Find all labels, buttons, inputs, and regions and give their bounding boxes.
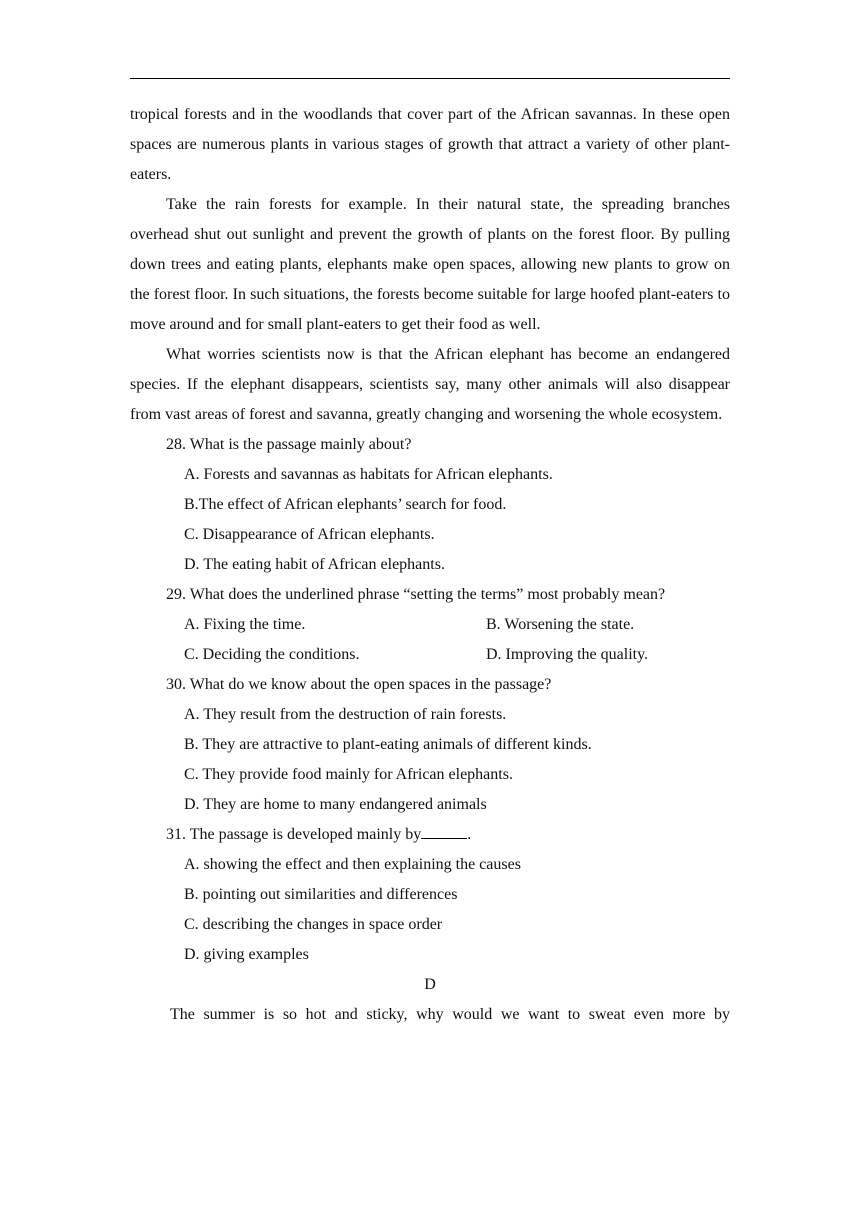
option-b: B.The effect of African elephants’ search for food.: [184, 496, 507, 513]
question-stem-end: .: [467, 826, 472, 843]
question-stem: 29. What does the underlined phrase “setting the terms” most probably mean?: [166, 586, 666, 603]
option-c: C. describing the changes in space order: [184, 916, 443, 933]
option-row: [184, 610, 730, 640]
passage-paragraph-3: What worries scientists now is that the African elephant has become an endangered species. If the elephant disappears, scientists say, many other animals will also disappear from vast areas of forest and savanna, greatly changing and worsening the whole ecosystem.: [130, 346, 730, 423]
option-d: D. The eating habit of African elephants.: [184, 556, 445, 573]
passage-d-first-line: The summer is so hot and sticky, why would we want to sweat even more by: [170, 1006, 730, 1023]
question-29: [130, 580, 730, 670]
option-row: [184, 640, 730, 670]
option-a: A. Forests and savannas as habitats for African elephants.: [184, 466, 553, 483]
option-c: C. Disappearance of African elephants.: [184, 526, 435, 543]
option-b: B. Worsening the state.: [486, 616, 635, 633]
option-c: C. Deciding the conditions.: [184, 646, 360, 663]
option-d: D. Improving the quality.: [486, 646, 649, 663]
page-content: [130, 100, 730, 1030]
option-a: A. showing the effect and then explaining the causes: [184, 856, 521, 873]
passage-paragraph-1: tropical forests and in the woodlands that cover part of the African savannas. In these open spaces are numerous plants in various stages of growth that attract a variety of other plant-eaters.: [130, 106, 730, 183]
question-stem: 28. What is the passage mainly about?: [166, 436, 412, 453]
option-d: D. They are home to many endangered animals: [184, 796, 487, 813]
passage-paragraph-2: Take the rain forests for example. In their natural state, the spreading branches overhead shut out sunlight and prevent the growth of plants on the forest floor. By pulling down trees and eating plants, elephants make open spaces, allowing new plants to grow on the forest floor. In such situations, the forests become suitable for large hoofed plant-eaters to move around and for small plant-eaters to get their food as well.: [130, 196, 730, 333]
answer-blank: [421, 821, 467, 839]
option-a: A. Fixing the time.: [184, 616, 306, 633]
question-31: [130, 820, 730, 970]
section-heading-d: D: [424, 976, 436, 993]
option-d: D. giving examples: [184, 946, 309, 963]
question-stem: [166, 820, 730, 850]
question-stem-text: 31. The passage is developed mainly by: [166, 826, 422, 843]
question-28: [130, 430, 730, 580]
option-c: C. They provide food mainly for African elephants.: [184, 766, 513, 783]
header-rule: [130, 78, 730, 79]
question-30: [130, 670, 730, 820]
question-stem: 30. What do we know about the open spaces in the passage?: [166, 676, 552, 693]
option-a: A. They result from the destruction of rain forests.: [184, 706, 507, 723]
option-b: B. pointing out similarities and differences: [184, 886, 458, 903]
option-b: B. They are attractive to plant-eating animals of different kinds.: [184, 736, 592, 753]
